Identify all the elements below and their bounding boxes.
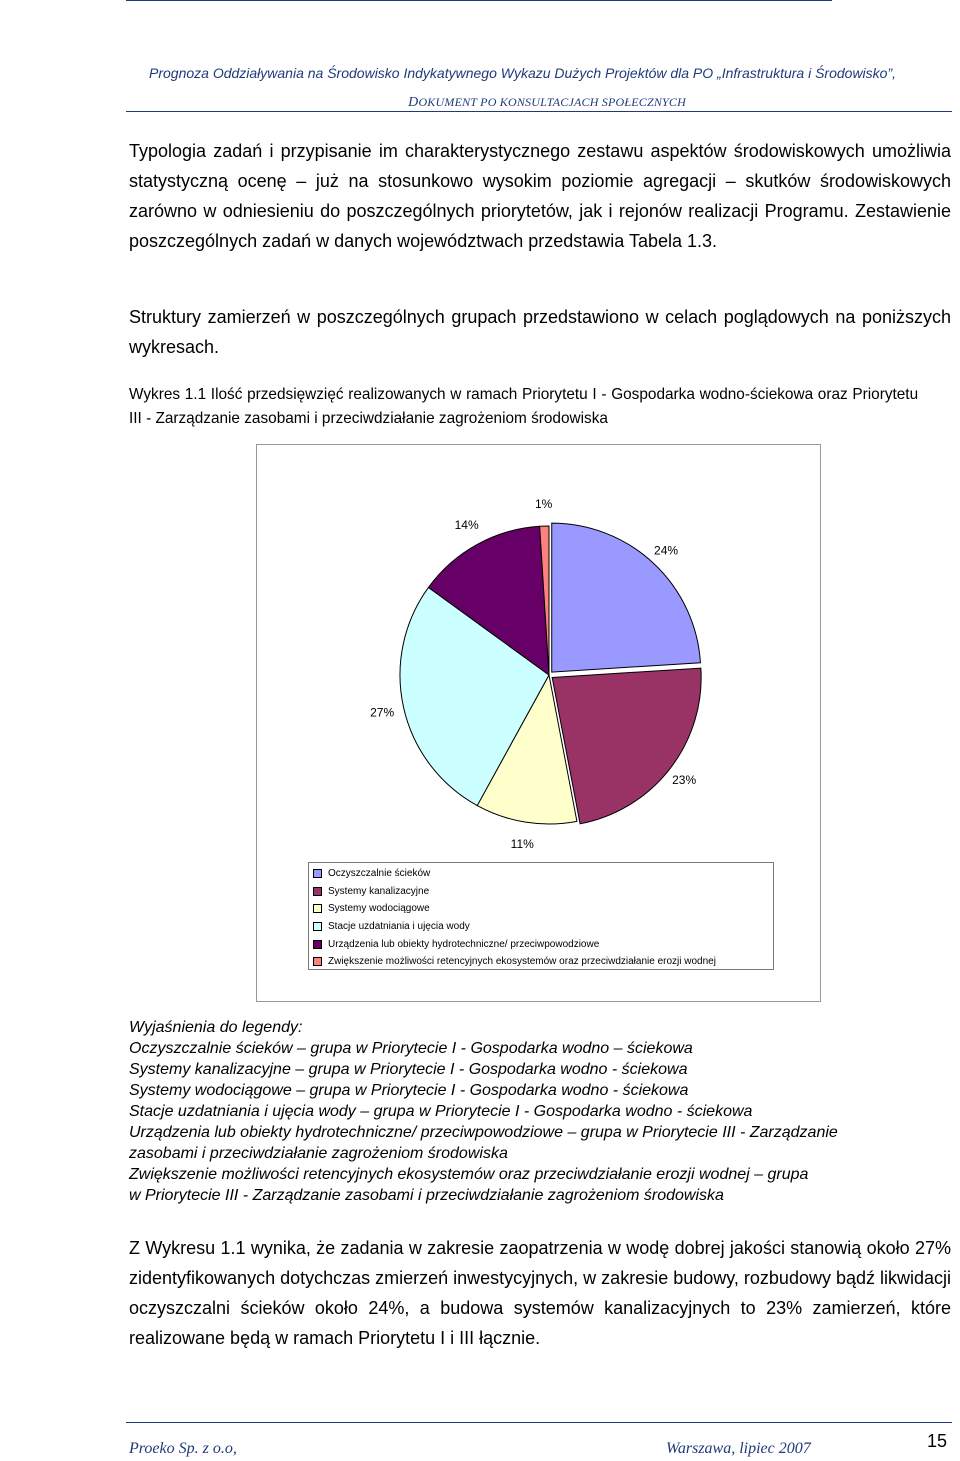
footer-rule: [126, 1422, 952, 1423]
pie-slice-label: 24%: [654, 543, 679, 558]
top-rule: [126, 0, 832, 1]
legend-explanation-line: Systemy kanalizacyjne – grupa w Priorytecie I - Gospodarka wodno - ściekowa: [129, 1061, 688, 1078]
legend-swatch: [313, 904, 322, 913]
pie-slice: [552, 668, 701, 824]
legend-explanation: [129, 1017, 959, 1206]
legend-item: [313, 865, 773, 883]
header-rule: [126, 111, 952, 112]
legend-item: [313, 918, 773, 936]
footer-company: Proeko Sp. z o.o,: [129, 1440, 237, 1457]
legend-swatch: [313, 940, 322, 949]
legend-label: Oczyszczalnie ścieków: [328, 868, 431, 880]
pie-slice-label: 1%: [534, 497, 553, 512]
legend-item: [313, 883, 773, 901]
legend-swatch: [313, 922, 322, 931]
legend-item: [313, 935, 773, 953]
pie-chart-area: [256, 444, 821, 1002]
header-title: Prognoza Oddziaływania na Środowisko Indykatywnego Wykazu Dużych Projektów dla PO „Infrastruktura i Środowisko”,: [149, 65, 896, 81]
legend-explanation-line: Stacje uzdatniania i ujęcia wody – grupa w Priorytecie I - Gospodarka wodno - ściekowa: [129, 1103, 753, 1120]
footer-date: Warszawa, lipiec 2007: [666, 1440, 811, 1457]
legend-label: Stacje uzdatniania i ujęcia wody: [328, 921, 470, 933]
legend-explanation-heading: Wyjaśnienia do legendy:: [129, 1019, 303, 1036]
legend-explanation-line: w Priorytecie III - Zarządzanie zasobami i przeciwdziałanie zagrożeniom środowiska: [129, 1187, 724, 1204]
paragraph-typology: Typologia zadań i przypisanie im charakterystycznego zestawu aspektów środowiskowych umożliwia statystyczną ocenę – już na stosunkowo wysokim poziomie agregacji – skutków środowiskowych zarówno w odniesieniu do poszczególnych priorytetów, jak i rejonów realizacji Programu. Zestawienie poszczególnych zadań w danych województwach przedstawia Tabela 1.3.: [129, 141, 951, 251]
legend-explanation-line: Urządzenia lub obiekty hydrotechniczne/ przeciwpowodziowe – grupa w Priorytecie III - Zarządzanie: [129, 1124, 838, 1141]
legend-explanation-line: zasobami i przeciwdziałanie zagrożeniom środowiska: [129, 1145, 508, 1162]
pie-slice-label: 27%: [370, 705, 395, 720]
legend-label: Urządzenia lub obiekty hydrotechniczne/ przeciwpowodziowe: [328, 938, 600, 950]
legend-explanation-line: Oczyszczalnie ścieków – grupa w Priorytecie I - Gospodarka wodno – ściekowa: [129, 1040, 693, 1057]
page-number: 15: [927, 1431, 948, 1451]
header-subtitle: [0, 95, 686, 111]
pie-slice-label: 14%: [454, 518, 479, 533]
legend-label: Systemy kanalizacyjne: [328, 885, 430, 897]
legend-swatch: [313, 869, 322, 878]
chart-legend: [308, 862, 774, 970]
pie-slice-label: 11%: [510, 836, 534, 851]
legend-item: [313, 900, 773, 918]
legend-explanation-line: Systemy wodociągowe – grupa w Priorytecie I - Gospodarka wodno - ściekowa: [129, 1082, 689, 1099]
legend-label: Systemy wodociągowe: [328, 903, 430, 915]
paragraph-conclusion: Z Wykresu 1.1 wynika, że zadania w zakresie zaopatrzenia w wodę dobrej jakości stanowią około 27% zidentyfikowanych dotychczas zmierzeń inwestycyjnych, w zakresie budowy, rozbudowy bądź likwidacji oczyszczalni ścieków około 24%, a budowa systemów kanalizacyjnych to 23% zamierzeń, które realizowane będą w ramach Priorytetu I i III łącznie.: [129, 1238, 952, 1348]
pie-slice-label: 23%: [672, 772, 697, 787]
legend-explanation-line: Zwiększenie możliwości retencyjnych ekosystemów oraz przeciwdziałanie erozji wodnej – grupa: [129, 1166, 809, 1183]
legend-label: Zwiększenie możliwości retencyjnych ekosystemów oraz przeciwdziałanie erozji wodnej: [328, 956, 716, 968]
chart-caption: Wykres 1.1 Ilość przedsięwzięć realizowanych w ramach Priorytetu I - Gospodarka wodno-ściekowa oraz Priorytetu III - Zarządzanie zasobami i przeciwdziałanie zagrożeniom środowiska: [129, 386, 919, 427]
header-subtitle-initial: D: [408, 95, 419, 110]
legend-swatch: [313, 887, 322, 896]
header-subtitle-rest: OKUMENT PO KONSULTACJACH SPOŁECZNYCH: [418, 95, 686, 109]
legend-item: [313, 953, 773, 971]
legend-swatch: [313, 957, 322, 966]
pie-slice: [552, 523, 701, 672]
paragraph-structures: Struktury zamierzeń w poszczególnych grupach przedstawiono w celach poglądowych na poniższych wykresach.: [129, 307, 951, 357]
